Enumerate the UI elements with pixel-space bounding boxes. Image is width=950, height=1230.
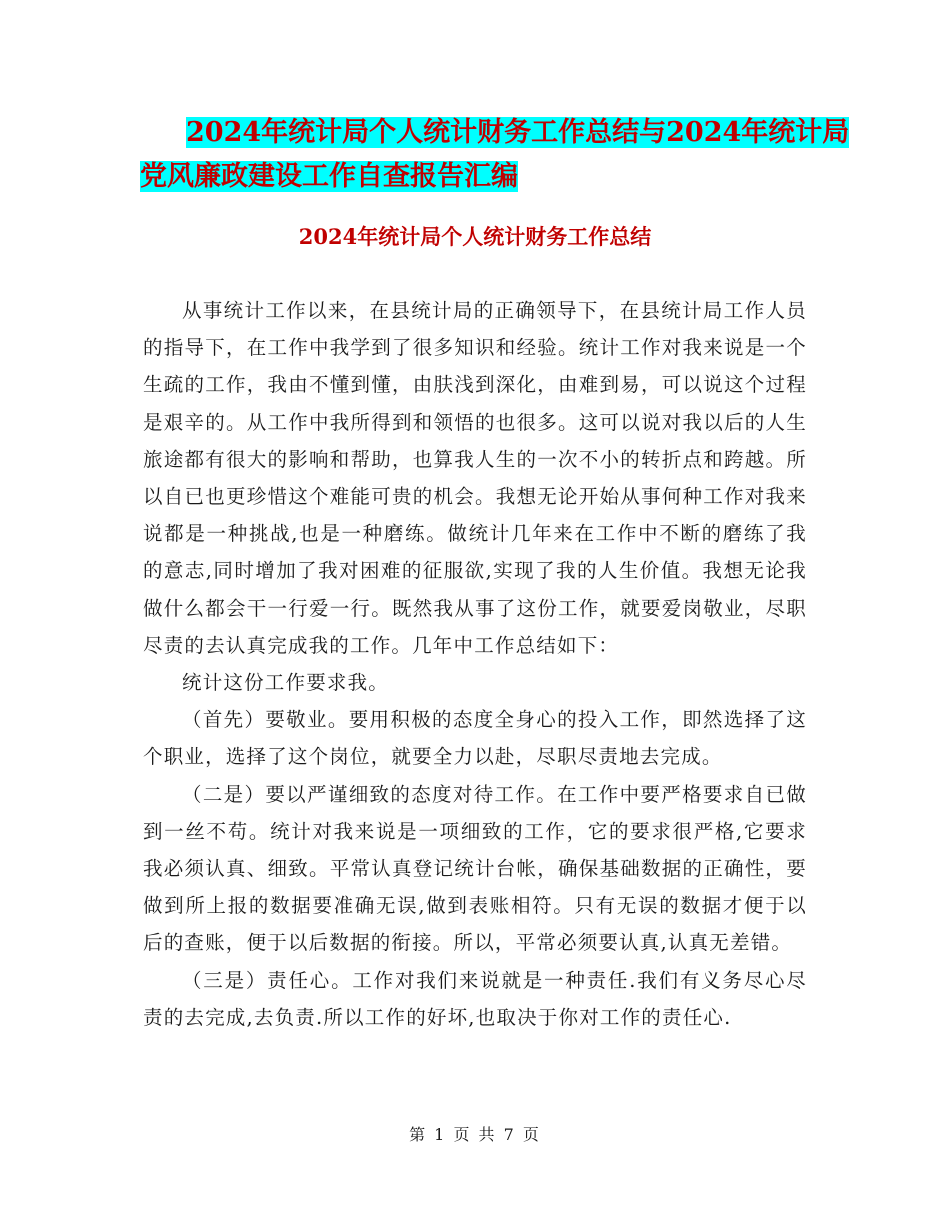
paragraph: （首先）要敬业。要用积极的态度全身心的投入工作，即然选择了这个职业，选择了这个岗位，就要全力以赴，尽职尽责地去完成。 [143,708,807,769]
document-title-line-1: 2024年统计局个人统计财务工作总结与2024年统计局 [186,117,850,148]
page-number-footer: 第 1 页 共 7 页 [409,1125,541,1144]
section-title: 2024年统计局个人统计财务工作总结 [298,224,652,249]
document-title-line-2: 党风廉政建设工作自查报告汇编 [140,161,518,192]
paragraph: 统计这份工作要求我。 [182,671,390,695]
paragraph: （二是）要以严谨细致的态度对待工作。在工作中要严格要求自已做到一丝不苟。统计对我来说是一项细致的工作，它的要求很严格,它要求我必须认真、细致。平常认真登记统计台帐，确保基础数据的正确性，要做到所上报的数据要准确无误,做到表账相符。只有无误的数据才便于以后的查账，便于以后数据的衔接。所以，平常必须要认真,认真无差错。 [143,782,807,955]
document-body [143,292,807,1036]
paragraph: 从事统计工作以来，在县统计局的正确领导下，在县统计局工作人员的指导下，在工作中我学到了很多知识和经验。统计工作对我来说是一个生疏的工作，我由不懂到懂，由肤浅到深化，由难到易，可以说这个过程是艰辛的。从工作中我所得到和领悟的也很多。这可以说对我以后的人生旅途都有很大的影响和帮助，也算我人生的一次不小的转折点和跨越。所以自已也更珍惜这个难能可贵的机会。我想无论开始从事何种工作对我来说都是一种挑战,也是一种磨练。做统计几年来在工作中不断的磨练了我的意志,同时增加了我对困难的征服欲,实现了我的人生价值。我想无论我做什么都会干一行爱一行。既然我从事了这份工作，就要爱岗敬业，尽职尽责的去认真完成我的工作。几年中工作总结如下： [143,299,807,657]
paragraph: （三是）责任心。工作对我们来说就是一种责任.我们有义务尽心尽责的去完成,去负责.所以工作的好坏,也取决于你对工作的责任心. [143,968,807,1029]
